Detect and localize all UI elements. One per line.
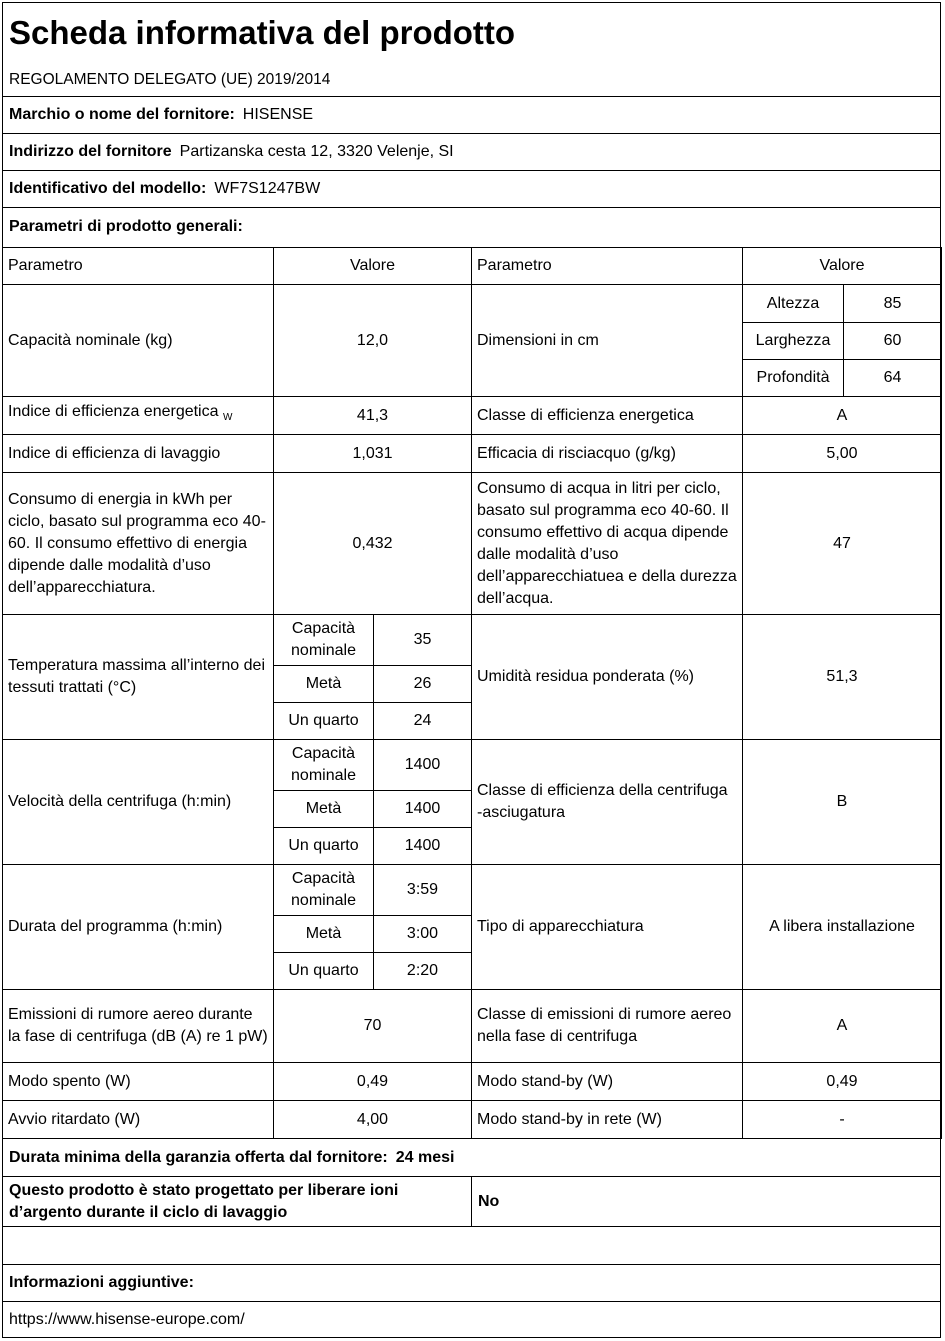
warranty-value: 24 mesi: [395, 1148, 455, 1166]
table-row: [3, 740, 942, 791]
capacity-value: 12,0: [274, 285, 472, 397]
noise-label: Emissioni di rumore aereo durante la fase di centrifuga (dB (A) re 1 pW): [3, 990, 274, 1063]
regulation-text: [3, 63, 940, 97]
delay-start-label: Avvio ritardato (W): [3, 1101, 274, 1139]
spin-half-value: 1400: [374, 791, 472, 828]
model-row: [3, 171, 940, 208]
silver-ions-row: [3, 1177, 940, 1227]
address-value: Partizanska cesta 12, 3320 Velenje, SI: [179, 143, 454, 160]
dimensions-label: Dimensioni in cm: [472, 285, 743, 397]
brand-value: HISENSE: [242, 106, 314, 123]
eei-subscript: W: [222, 412, 233, 424]
page-title: [3, 3, 940, 63]
spin-sub-quarter: Un quarto: [274, 828, 374, 865]
header-value-right: Valore: [743, 248, 942, 285]
noise-class-value: A: [743, 990, 942, 1063]
page-title-text: Scheda informativa del prodotto: [9, 14, 516, 51]
duration-label: Durata del programma (h:min): [3, 865, 274, 990]
temp-sub-full: Capacità nominale: [274, 615, 374, 666]
address-label: Indirizzo del fornitore: [9, 143, 172, 160]
product-information-sheet: [2, 2, 941, 1338]
table-row: [3, 397, 942, 435]
temp-sub-quarter: Un quarto: [274, 703, 374, 740]
spin-label: Velocità della centrifuga (h:min): [3, 740, 274, 865]
energy-class-value: A: [743, 397, 942, 435]
energy-consumption-label: Consumo di energia in kWh per ciclo, basato sul programma eco 40-60. Il consumo effettivo di energia dipende dalle modalità d’uso dell’apparecchiatura.: [3, 473, 274, 615]
additional-info-label: Informazioni aggiuntive:: [9, 1274, 194, 1291]
supplier-brand-row: [3, 97, 940, 134]
temp-sub-half: Metà: [274, 666, 374, 703]
duration-quarter-value: 2:20: [374, 953, 472, 990]
table-row: [3, 1101, 942, 1139]
warranty-label: Durata minima della garanzia offerta dal fornitore:: [9, 1148, 388, 1166]
spin-sub-half: Metà: [274, 791, 374, 828]
spin-class-value: B: [743, 740, 942, 865]
noise-value: 70: [274, 990, 472, 1063]
table-row: [3, 865, 942, 916]
table-row: [3, 435, 942, 473]
spin-sub-full: Capacità nominale: [274, 740, 374, 791]
footer-section: [3, 1139, 940, 1338]
delay-start-value: 4,00: [274, 1101, 472, 1139]
width-label: Larghezza: [743, 323, 844, 360]
silver-ions-value: No: [478, 1192, 500, 1210]
type-label: Tipo di apparecchiatura: [472, 865, 743, 990]
standby-value: 0,49: [743, 1063, 942, 1101]
wash-label: Indice di efficienza di lavaggio: [3, 435, 274, 473]
off-mode-label: Modo spento (W): [3, 1063, 274, 1101]
water-consumption-label: Consumo di acqua in litri per ciclo, basato sul programma eco 40-60. Il consumo effettivo di acqua dipende dalle modalità d’uso dell’apparecchiatuea e della durezza dell’acqua.: [472, 473, 743, 615]
header-value-left: Valore: [274, 248, 472, 285]
duration-half-value: 3:00: [374, 916, 472, 953]
model-label: Identificativo del modello:: [9, 180, 207, 197]
spin-full-value: 1400: [374, 740, 472, 791]
capacity-label: Capacità nominale (kg): [3, 285, 274, 397]
temp-half-value: 26: [374, 666, 472, 703]
humidity-label: Umidità residua ponderata (%): [472, 615, 743, 740]
noise-class-label: Classe di emissioni di rumore aereo nella fase di centrifuga: [472, 990, 743, 1063]
url-row: [3, 1302, 940, 1338]
type-value: A libera installazione: [743, 865, 942, 990]
general-params-title: Parametri di prodotto generali:: [9, 217, 243, 235]
table-row: [3, 615, 942, 666]
header-parameter-left: Parametro: [3, 248, 274, 285]
table-header-row: [3, 248, 942, 285]
rinse-label: Efficacia di risciacquo (g/kg): [472, 435, 743, 473]
spin-quarter-value: 1400: [374, 828, 472, 865]
eei-label: [3, 397, 274, 435]
depth-value: 64: [844, 360, 942, 397]
height-label: Altezza: [743, 285, 844, 323]
duration-sub-quarter: Un quarto: [274, 953, 374, 990]
wash-value: 1,031: [274, 435, 472, 473]
eei-label-text: Indice di efficienza energetica: [8, 403, 219, 421]
spin-class-label: Classe di efficienza della centrifuga -asciugatura: [472, 740, 743, 865]
header-parameter-right: Parametro: [472, 248, 743, 285]
duration-sub-half: Metà: [274, 916, 374, 953]
parameters-table: [2, 247, 942, 1139]
additional-info-row: [3, 1265, 940, 1302]
empty-row: [3, 1227, 940, 1265]
brand-label: Marchio o nome del fornitore:: [9, 106, 235, 123]
regulation-label: REGOLAMENTO DELEGATO (UE) 2019/2014: [9, 70, 331, 88]
table-row: [3, 285, 942, 323]
table-row: [3, 473, 942, 615]
temp-full-value: 35: [374, 615, 472, 666]
duration-sub-full: Capacità nominale: [274, 865, 374, 916]
rinse-value: 5,00: [743, 435, 942, 473]
eei-value: 41,3: [274, 397, 472, 435]
temperature-label: Temperatura massima all’interno dei tessuti trattati (°C): [3, 615, 274, 740]
silver-ions-label: Questo prodotto è stato progettato per liberare ioni d’argento durante il ciclo di lavaggio: [3, 1177, 472, 1226]
table-row: [3, 990, 942, 1063]
water-consumption-value: 47: [743, 473, 942, 615]
off-mode-value: 0,49: [274, 1063, 472, 1101]
website-link[interactable]: https://www.hisense-europe.com/: [9, 1311, 245, 1328]
network-standby-label: Modo stand-by in rete (W): [472, 1101, 743, 1139]
depth-label: Profondità: [743, 360, 844, 397]
temp-quarter-value: 24: [374, 703, 472, 740]
general-params-heading: [3, 208, 940, 245]
warranty-row: [3, 1139, 940, 1177]
supplier-address-row: [3, 134, 940, 171]
height-value: 85: [844, 285, 942, 323]
energy-consumption-value: 0,432: [274, 473, 472, 615]
width-value: 60: [844, 323, 942, 360]
energy-class-label: Classe di efficienza energetica: [472, 397, 743, 435]
table-row: [3, 1063, 942, 1101]
standby-label: Modo stand-by (W): [472, 1063, 743, 1101]
model-value: WF7S1247BW: [214, 180, 321, 197]
humidity-value: 51,3: [743, 615, 942, 740]
network-standby-value: -: [743, 1101, 942, 1139]
duration-full-value: 3:59: [374, 865, 472, 916]
